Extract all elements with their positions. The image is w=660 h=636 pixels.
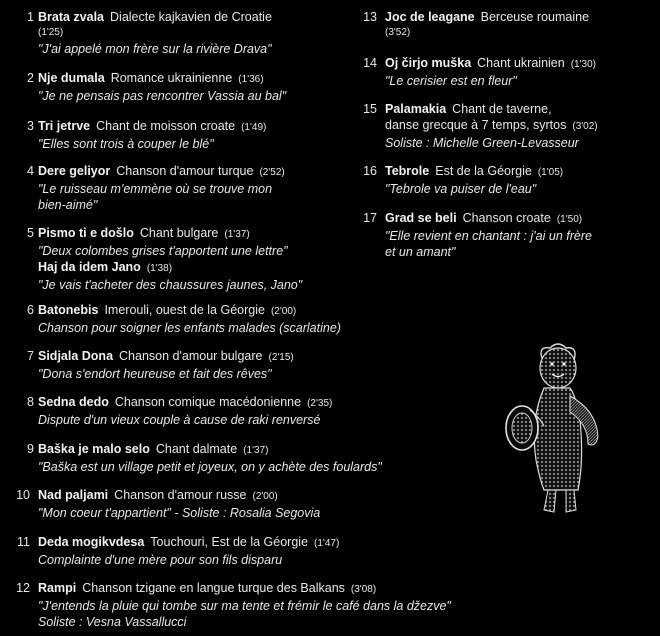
track-17	[363, 210, 592, 260]
track-subtitle: "Deux colombes grises t'apportent une lettre"	[38, 244, 288, 258]
track-duration: (3'52)	[385, 27, 411, 38]
track-description: Imerouli, ouest de la Géorgie	[104, 303, 265, 317]
track-12	[16, 580, 451, 630]
track-description: Romance ukrainienne	[110, 71, 233, 85]
track-subtitle: "J'ai appelé mon frère sur la rivière Drava"	[38, 42, 272, 56]
track-number: 2	[27, 71, 34, 85]
track-description: Chant ukrainien	[477, 56, 565, 70]
track-extra-subtitle: "Je vais t'acheter des chaussures jaunes, Jano"	[38, 278, 303, 292]
track-1	[27, 9, 272, 57]
track-number: 10	[16, 488, 30, 502]
track-title: Tebrole	[385, 164, 430, 178]
track-description: Berceuse roumaine	[480, 10, 590, 24]
track-subtitle: Chanson pour soigner les enfants malades (scarlatine)	[38, 321, 341, 335]
track-duration: (1'25)	[38, 27, 64, 38]
track-number: 1	[27, 10, 34, 24]
track-16	[363, 163, 564, 197]
track-subtitle-cont: bien-aimé"	[38, 198, 98, 212]
track-title: Baška je malo selo	[38, 442, 150, 456]
track-duration: (2'15)	[268, 352, 294, 363]
track-duration: (2'00)	[270, 306, 297, 317]
track-extra	[38, 259, 302, 277]
track-duration: (3'08)	[350, 584, 377, 595]
track-4	[27, 163, 285, 213]
track-title: Brata zvala	[38, 10, 105, 24]
track-description: Chant bulgare	[139, 226, 219, 240]
track-description-cont	[385, 117, 598, 135]
track-subtitle: "Baška est un village petit et joyeux, on y achète des foulards"	[38, 460, 382, 474]
track-number: 14	[363, 56, 377, 70]
track-number: 4	[27, 164, 34, 178]
track-description: Dialecte kajkavien de Croatie	[110, 10, 272, 24]
track-title: Nad paljami	[38, 488, 109, 502]
track-duration: (1'37)	[224, 229, 250, 240]
track-number: 12	[16, 581, 30, 595]
track-duration: (1'50)	[556, 214, 583, 225]
track-14	[363, 55, 596, 89]
track-description: Touchouri, Est de la Géorgie	[150, 535, 309, 549]
track-duration: (1'30)	[570, 59, 596, 70]
track-number: 6	[27, 303, 34, 317]
track-title: Deda mogikvdesa	[38, 535, 145, 549]
track-subtitle: "Dona s'endort heureuse et fait des rêves"	[38, 367, 272, 381]
track-title: Dere geliyor	[38, 164, 111, 178]
track-subtitle: "Mon coeur t'appartient" - Soliste : Rosalia Segovia	[38, 506, 321, 520]
track-subtitle: "Je ne pensais pas rencontrer Vassia au bal"	[38, 89, 287, 103]
track-description: Chant de taverne,	[452, 102, 552, 116]
track-number: 9	[27, 442, 34, 456]
track-duration: (1'49)	[241, 122, 267, 133]
track-duration: (1'36)	[238, 74, 264, 85]
track-title: Pismo ti e došlo	[38, 226, 134, 240]
track-description: Chanson croate	[462, 211, 551, 225]
track-subtitle-cont: et un amant"	[385, 245, 456, 259]
track-description: Est de la Géorgie	[435, 164, 532, 178]
track-title: Nje dumala	[38, 71, 105, 85]
folk-drummer-illustration	[500, 340, 620, 520]
track-title: Oj čirjo muška	[385, 56, 472, 70]
track-description: Chanson comique macédonienne	[114, 395, 302, 409]
track-number: 15	[363, 102, 377, 116]
track-description: Chant de moisson croate	[96, 119, 236, 133]
track-2	[27, 70, 287, 104]
track-duration: (2'35)	[307, 398, 333, 409]
track-duration: (2'00)	[252, 491, 278, 502]
track-extra-title: Haj da idem Jano	[38, 260, 141, 274]
track-extra-duration: (1'38)	[146, 263, 173, 274]
track-duration: (1'47)	[314, 538, 340, 549]
track-title: Palamakia	[385, 102, 447, 116]
track-number: 17	[363, 211, 377, 225]
track-number: 11	[17, 535, 30, 549]
track-8	[27, 394, 333, 428]
track-subtitle: "Elles sont trois à couper le blé"	[38, 137, 214, 151]
track-subtitle: Complainte d'une mère pour son fils disparu	[38, 553, 283, 567]
track-description: Chanson d'amour russe	[114, 488, 247, 502]
track-number: 8	[27, 395, 34, 409]
track-description: Chanson tzigane en langue turque des Balkans	[82, 581, 345, 595]
track-11	[17, 534, 340, 568]
track-subtitle: "Le ruisseau m'emmène où se trouve mon	[38, 182, 273, 196]
track-duration: (2'52)	[259, 167, 285, 178]
track-title: Sedna dedo	[38, 395, 109, 409]
track-soloist: Soliste : Michelle Green-Levasseur	[385, 136, 579, 150]
track-number: 16	[363, 164, 377, 178]
track-title: Tri jetrve	[38, 119, 91, 133]
track-title: Grad se beli	[385, 211, 457, 225]
track-subtitle: "J'entends la pluie qui tombe sur ma tente et frémir le café dans la džezve"	[38, 599, 451, 613]
track-description-line2: danse grecque à 7 temps, syrtos	[385, 118, 567, 132]
track-number: 7	[27, 349, 34, 363]
track-number: 13	[363, 10, 377, 24]
track-title: Sidjala Dona	[38, 349, 114, 363]
track-3	[27, 118, 267, 152]
track-soloist: Soliste : Vesna Vassallucci	[38, 615, 187, 629]
track-subtitle: "Elle revient en chantant : j'ai un frère	[385, 229, 592, 243]
track-subtitle: "Tebrole va puiser de l'eau"	[385, 182, 537, 196]
track-description: Chant dalmate	[155, 442, 238, 456]
track-13	[363, 9, 590, 41]
track-description: Chanson d'amour turque	[116, 164, 254, 178]
track-6	[27, 302, 341, 336]
track-duration: (1'37)	[243, 445, 269, 456]
track-9	[27, 441, 382, 475]
track-duration: (1'05)	[537, 167, 564, 178]
track-title: Rampi	[38, 581, 77, 595]
track-subtitle: "Le cerisier est en fleur"	[385, 74, 517, 88]
track-number: 3	[27, 119, 34, 133]
track-number: 5	[27, 226, 34, 240]
track-description: Chanson d'amour bulgare	[119, 349, 263, 363]
track-title: Joc de leagane	[385, 10, 475, 24]
track-7	[27, 348, 294, 382]
track-subtitle: Dispute d'un vieux couple à cause de raki renversé	[38, 413, 321, 427]
track-5	[27, 225, 303, 293]
track-title: Batonebis	[38, 303, 99, 317]
track-15	[363, 101, 598, 151]
track-10	[16, 487, 321, 521]
track-duration: (3'02)	[572, 121, 598, 132]
